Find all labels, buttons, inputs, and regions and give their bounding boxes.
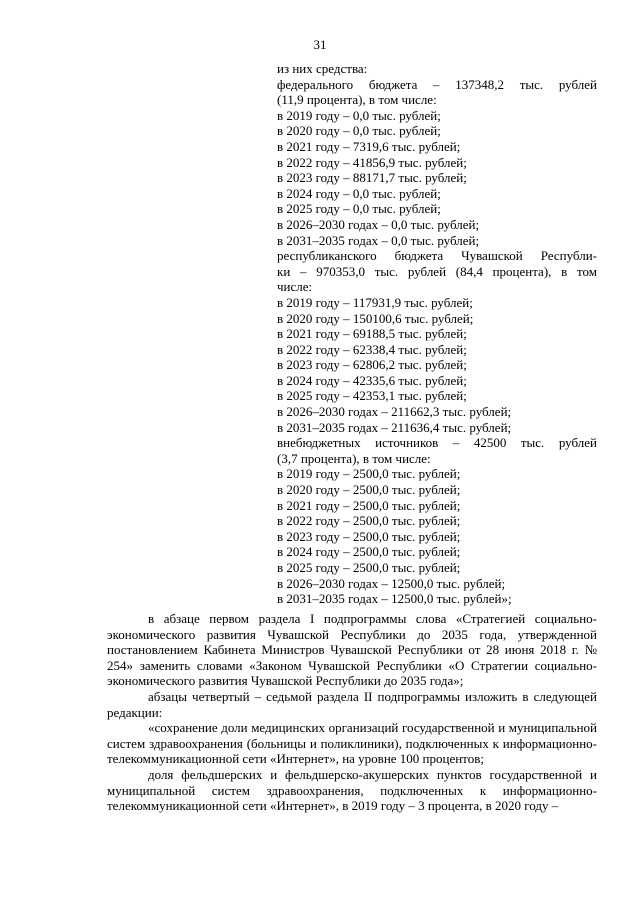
extrabudget-year-2025: в 2025 году – 2500,0 тыс. рублей; — [277, 560, 461, 575]
extrabudget-years-2031-2035: в 2031–2035 годах – 12500,0 тыс. рублей»; — [277, 591, 512, 607]
republic-budget-share: ки – 970353,0 тыс. рублей (84,4 процента), в том — [277, 263, 597, 279]
funding-intro: из них средства: — [277, 61, 368, 76]
republic-budget-line: республиканского бюджета Чувашской Республи- — [277, 248, 597, 264]
federal-year-2020: в 2020 году – 0,0 тыс. рублей; — [277, 123, 441, 139]
extrabudget-year-2022: в 2022 году – 2500,0 тыс. рублей; — [277, 513, 461, 529]
federal-years-2026-2030: в 2026–2030 годах – 0,0 тыс. рублей; — [277, 216, 480, 232]
republic-budget-tail: числе: — [277, 279, 313, 295]
federal-years-2031-2035: в 2031–2035 годах – 0,0 тыс. рублей; — [277, 232, 480, 248]
extrabudget-year-2024: в 2024 году – 2500,0 тыс. рублей; — [277, 544, 461, 560]
republic-year-2021: в 2021 году – 69188,5 тыс. рублей; — [277, 326, 467, 342]
republic-year-2022: в 2022 году – 62338,4 тыс. рублей; — [277, 341, 467, 357]
federal-year-2025: в 2025 году – 0,0 тыс. рублей; — [277, 201, 441, 217]
republic-year-2025: в 2025 году – 42353,1 тыс. рублей; — [277, 388, 467, 404]
paragraph-internet-share-organizations: «сохранение доли медицинских организаций государственной и муниципальной систем здравоохранения (больницы и поликлиники), подключенных к информационно-телекоммуникационной сети «Интернет», на уровне 100 процентов; — [107, 720, 597, 767]
funding-block — [277, 61, 597, 607]
federal-year-2023: в 2023 году – 88171,7 тыс. рублей; — [277, 170, 467, 186]
extrabudget-year-2023: в 2023 году – 2500,0 тыс. рублей; — [277, 528, 461, 544]
republic-year-2023: в 2023 году – 62806,2 тыс. рублей; — [277, 357, 467, 373]
republic-year-2024: в 2024 году – 42335,6 тыс. рублей; — [277, 372, 467, 388]
body-text — [107, 611, 597, 814]
republic-year-2019: в 2019 году – 117931,9 тыс. рублей; — [277, 294, 473, 310]
republic-year-2020: в 2020 году – 150100,6 тыс. рублей; — [277, 310, 474, 326]
extrabudget-year-2021: в 2021 году – 2500,0 тыс. рублей; — [277, 497, 461, 513]
paragraph-strategy-replacement: в абзаце первом раздела I подпрограммы слова «Стратегией социально-экономического развития Чувашской Республики до 2035 года, утвержденной постановлением Кабинета Министров Чувашской Республики от 28 июня 2018 г. № 254» заменить словами «Законом Чувашской Республики «О Стратегии социально-экономического развития Чувашской Республики до 2035 года»; — [107, 611, 597, 689]
extrabudget-share: (3,7 процента), в том числе: — [277, 450, 431, 466]
federal-year-2024: в 2024 году – 0,0 тыс. рублей; — [277, 185, 441, 201]
extrabudget-line: внебюджетных источников – 42500 тыс. рублей — [277, 435, 597, 451]
republic-years-2031-2035: в 2031–2035 годах – 211636,4 тыс. рублей; — [277, 419, 512, 435]
paragraph-section-ii-edit: абзацы четвертый – седьмой раздела II подпрограммы изложить в следующей редакции: — [107, 688, 597, 720]
federal-budget-share: (11,9 процента), в том числе: — [277, 92, 437, 108]
republic-years-2026-2030: в 2026–2030 годах – 211662,3 тыс. рублей; — [277, 404, 512, 420]
federal-year-2019: в 2019 году – 0,0 тыс. рублей; — [277, 107, 441, 123]
extrabudget-years-2026-2030: в 2026–2030 годах – 12500,0 тыс. рублей; — [277, 575, 506, 591]
page-number: 31 — [313, 37, 327, 52]
federal-year-2021: в 2021 году – 7319,6 тыс. рублей; — [277, 138, 461, 154]
federal-year-2022: в 2022 году – 41856,9 тыс. рублей; — [277, 154, 467, 170]
extrabudget-year-2019: в 2019 году – 2500,0 тыс. рублей; — [277, 466, 461, 482]
federal-budget-line: федерального бюджета – 137348,2 тыс. рублей — [277, 76, 597, 92]
extrabudget-year-2020: в 2020 году – 2500,0 тыс. рублей; — [277, 482, 461, 498]
paragraph-internet-share-paramedic-points: доля фельдшерских и фельдшерско-акушерских пунктов государственной и муниципальной систем здравоохранения, подключенных к информационно-телекоммуникационной сети «Интернет», в 2019 году – 3 процента, в 2020 году – — [107, 766, 597, 814]
